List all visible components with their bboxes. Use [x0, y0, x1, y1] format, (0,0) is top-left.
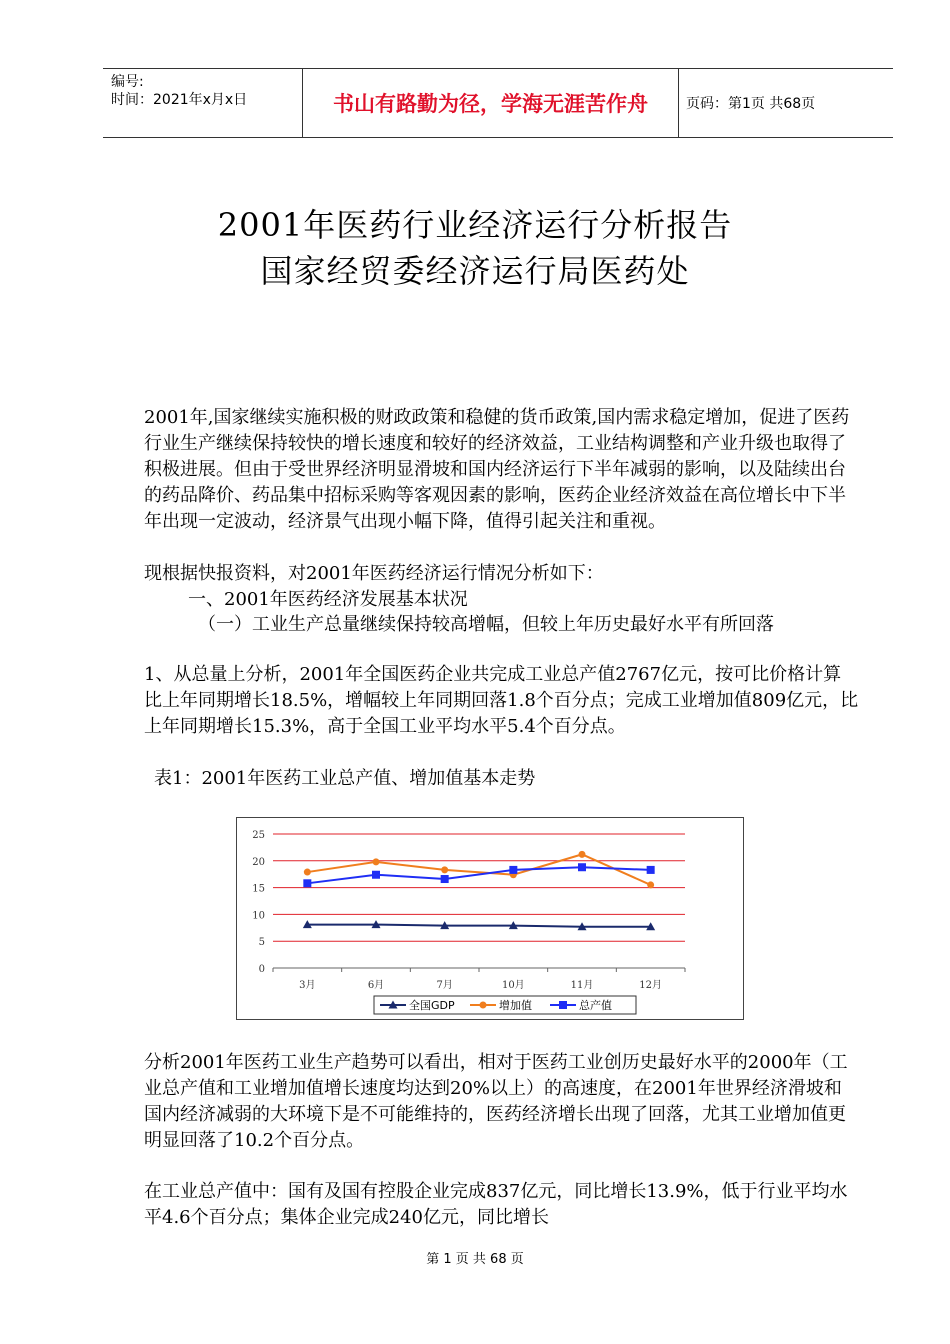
data-point — [579, 851, 586, 858]
series-line-triangle — [307, 925, 650, 927]
doc-subtitle: 国家经贸委经济运行局医药处 — [260, 252, 690, 290]
y-tick-label: 0 — [258, 964, 265, 975]
legend-label: 全国GDP — [409, 999, 455, 1012]
time-label: 时间：2021年x月x日 — [111, 92, 248, 108]
header-page-code: 页码：第1页 共68页 — [686, 96, 816, 112]
y-tick-label: 20 — [252, 856, 265, 868]
x-tick-label: 11月 — [570, 980, 594, 991]
chart-caption: 表1：2001年医药工业总产值、增加值基本走势 — [154, 768, 536, 789]
page-footer: 第 1 页 共 68 页 — [426, 1252, 524, 1267]
data-point — [441, 866, 448, 873]
subsection-heading: （一）工业生产总量继续保持较高增幅，但较上年历史最好水平有所回落 — [198, 614, 774, 635]
y-tick-label: 25 — [252, 830, 265, 841]
data-point — [372, 871, 380, 879]
doc-title: 2001年医药行业经济运行分析报告 — [217, 206, 733, 244]
line-chart — [236, 817, 744, 1020]
y-tick-label: 10 — [252, 910, 265, 922]
series-line-circle — [307, 854, 650, 885]
x-tick-label: 12月 — [639, 980, 663, 991]
paragraph-intro: 2001年,国家继续实施积极的财政政策和稳健的货币政策,国内需求稳定增加，促进了医药行业生产继续保持较快的增长速度和较好的经济效益，工业结构调整和产业升级也取得了积极进展。但由于受世界经济明显滑坡和国内经济运行下半年减弱的影响，以及陆续出台的药品降价、药品集中招标采购等客观因素的影响，医药企业经济效益在高位增长中下半年出现一定波动，经济景气出现小幅下降，值得引起关注和重视。 — [144, 407, 850, 532]
header-meta — [103, 69, 303, 137]
data-point — [647, 866, 655, 874]
data-point — [373, 858, 380, 865]
legend-marker — [559, 1001, 567, 1009]
paragraph-lead: 现根据快报资料，对2001年医药经济运行情况分析如下： — [144, 563, 604, 584]
series-line-square — [307, 867, 650, 883]
x-tick-label: 10月 — [501, 980, 525, 991]
header-motto: 书山有路勤为径，学海无涯苦作舟 — [303, 69, 679, 137]
x-tick-label: 6月 — [367, 980, 385, 991]
data-point — [578, 863, 586, 871]
data-point — [303, 879, 311, 887]
number-label: 编号: — [111, 74, 144, 90]
paragraph-analysis: 分析2001年医药工业生产趋势可以看出，相对于医药工业创历史最好水平的2000年（工业总产值和工业增加值增长速度均达到20%以上）的高速度，在2001年世界经济滑坡和国内经济减弱的大环境下是不可能维持的，医药经济增长出现了回落，尤其工业增加值更明显回落了10.2个百分点。 — [144, 1052, 848, 1151]
data-point — [441, 875, 449, 883]
paragraph-breakdown: 在工业总产值中：国有及国有控股企业完成837亿元，同比增长13.9%，低于行业平均水平4.6个百分点；集体企业完成240亿元，同比增长 — [144, 1181, 848, 1228]
data-point — [509, 866, 517, 874]
y-tick-label: 15 — [252, 883, 265, 895]
paragraph-total: 1、从总量上分析，2001年全国医药企业共完成工业总产值2767亿元，按可比价格计算比上年同期增长18.5%，增幅较上年同期回落1.8个百分点；完成工业增加值809亿元，比上年同期增长15.3%，高于全国工业平均水平5.4个百分点。 — [144, 664, 859, 737]
legend-label: 总产值 — [579, 999, 612, 1012]
section-heading: 一、2001年医药经济发展基本状况 — [188, 589, 468, 610]
data-point — [304, 869, 311, 876]
x-tick-label: 7月 — [436, 980, 453, 991]
data-point — [647, 881, 654, 888]
chart-svg — [237, 818, 743, 1019]
legend-label: 增加值 — [499, 999, 532, 1012]
x-tick-label: 3月 — [299, 980, 316, 991]
legend-marker — [480, 1002, 487, 1009]
y-tick-label: 5 — [258, 937, 265, 949]
page-header — [103, 68, 893, 138]
